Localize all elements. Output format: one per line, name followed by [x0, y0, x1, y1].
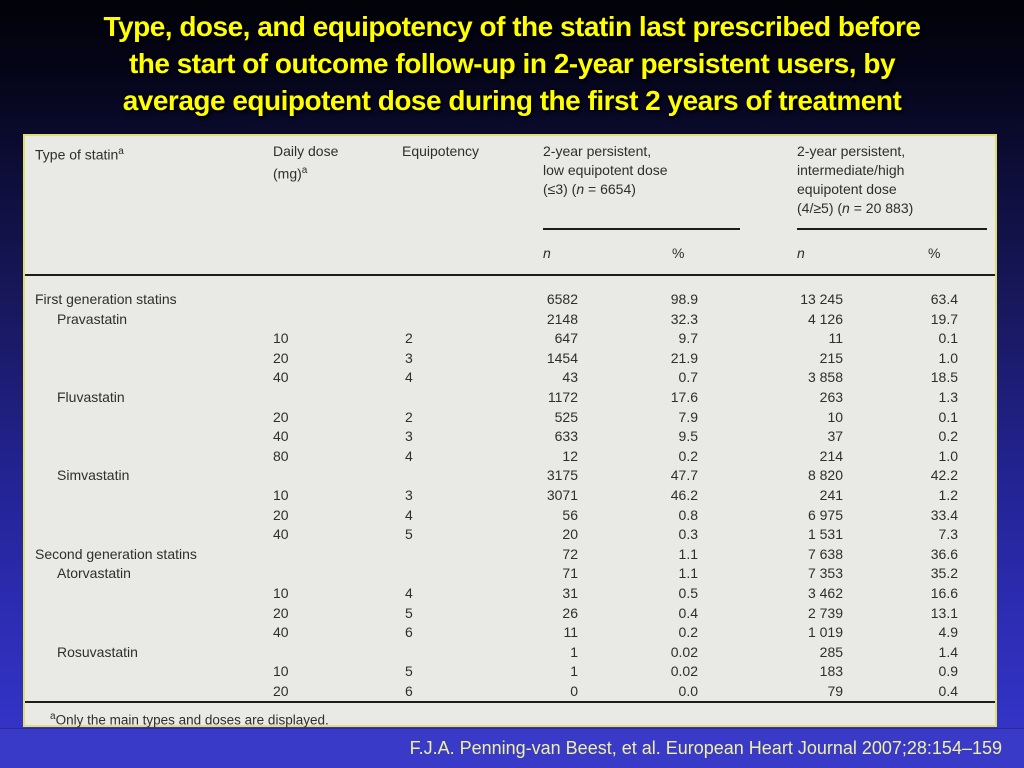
cell-spacer: [963, 564, 995, 584]
cell-statin: [25, 349, 268, 369]
cell-spacer: [703, 662, 772, 682]
cell-dose: 40: [273, 369, 289, 386]
subheader-pct-low: %: [583, 236, 703, 275]
cell-spacer: [963, 643, 995, 663]
cell-spacer: [963, 290, 995, 310]
title-line-2: the start of outcome follow-up in 2-year persistent users, by: [128, 48, 896, 79]
table-row: [25, 584, 995, 604]
cell-equipotency: [395, 290, 518, 310]
cell-pct-low: 9.5: [678, 428, 698, 445]
table-row: [25, 447, 995, 467]
cell-pct-high: 0.2: [938, 428, 959, 445]
cell-pct-low: 17.6: [670, 388, 698, 405]
cell-spacer: [703, 604, 772, 624]
cell-spacer: [703, 368, 772, 388]
cell-n-high: 10: [827, 408, 844, 425]
cell-pct-high: 35.2: [930, 565, 959, 582]
subheader-n-low: n: [518, 236, 583, 275]
cell-n-low: 72: [562, 545, 578, 562]
table-row: [25, 525, 995, 545]
cell-pct-high: 0.1: [938, 408, 959, 425]
cell-spacer: [963, 584, 995, 604]
cell-spacer: [963, 682, 995, 703]
cell-n-high: 4 126: [807, 310, 844, 327]
cell-n-high: 7 638: [807, 545, 844, 562]
cell-n-low: 71: [562, 565, 578, 582]
table-row: [25, 643, 995, 663]
cell-pct-high: 33.4: [930, 506, 959, 523]
cell-spacer: [963, 349, 995, 369]
cell-n-high: 183: [819, 663, 844, 680]
cell-spacer: [703, 564, 772, 584]
cell-dose: 10: [273, 663, 289, 680]
cell-n-low: 31: [562, 584, 578, 601]
cell-spacer: [703, 408, 772, 428]
cell-spacer: [703, 506, 772, 526]
table-row: [25, 349, 995, 369]
cell-n-low: 633: [554, 428, 578, 445]
slide-title: [0, 8, 1024, 119]
cell-spacer: [963, 408, 995, 428]
cell-spacer: [703, 643, 772, 663]
cell-dose: 40: [273, 624, 289, 641]
table-row: [25, 604, 995, 624]
cell-dose: [268, 545, 395, 565]
cell-dose: 40: [273, 428, 289, 445]
cell-pct-high: 63.4: [930, 291, 959, 307]
cell-spacer: [703, 486, 772, 506]
cell-equipotency: [395, 545, 518, 565]
table-row: [25, 486, 995, 506]
cell-n-low: 3071: [546, 486, 578, 503]
cell-equipotency: 3: [405, 349, 413, 366]
cell-n-low: 647: [554, 330, 578, 347]
cell-n-high: 263: [819, 388, 844, 405]
spacer-row: [25, 275, 995, 290]
cell-spacer: [963, 310, 995, 330]
cell-equipotency: 5: [405, 663, 413, 680]
cell-dose: 10: [273, 330, 289, 347]
cell-pct-high: 16.6: [930, 584, 959, 601]
cell-equipotency: 2: [405, 408, 413, 425]
cell-pct-high: 1.2: [938, 486, 959, 503]
cell-pct-high: 19.7: [930, 310, 959, 327]
cell-statin: First generation statins: [35, 291, 177, 307]
table-row: [25, 682, 995, 703]
cell-pct-high: 0.1: [938, 330, 959, 347]
cell-pct-high: 7.3: [938, 526, 959, 543]
cell-statin: [25, 368, 268, 388]
table-row: [25, 427, 995, 447]
cell-spacer: [703, 427, 772, 447]
cell-n-high: 215: [819, 349, 844, 366]
cell-equipotency: 4: [405, 447, 413, 464]
table-row: [25, 408, 995, 428]
cell-pct-low: 21.9: [670, 349, 698, 366]
table-row: [25, 466, 995, 486]
cell-equipotency: [395, 466, 518, 486]
cell-dose: [268, 310, 395, 330]
cell-n-low: 56: [562, 506, 578, 523]
cell-pct-low: 9.7: [678, 330, 698, 347]
cell-dose: 20: [268, 682, 395, 703]
cell-pct-high: 4.9: [938, 624, 959, 641]
cell-spacer: [963, 662, 995, 682]
cell-dose: 10: [273, 486, 289, 503]
cell-pct-low: 0.2: [678, 447, 698, 464]
cell-n-high: 7 353: [807, 565, 844, 582]
col-header-group-low-dose: 2-year persistent, low equipotent dose (≤3) (n = 6654): [543, 143, 668, 197]
cell-statin: [25, 584, 268, 604]
cell-statin: Second generation statins: [35, 545, 197, 562]
cell-spacer: [963, 388, 995, 408]
cell-spacer: [963, 427, 995, 447]
cell-pct-high: 1.3: [938, 388, 959, 405]
cell-pct-high: 1.0: [938, 349, 959, 366]
cell-n-high: 2 739: [807, 604, 844, 621]
cell-spacer: [703, 466, 772, 486]
cell-spacer: [703, 545, 772, 565]
cell-n-high: 241: [819, 486, 844, 503]
table-row: [25, 564, 995, 584]
cell-equipotency: 4: [405, 584, 413, 601]
col-header-group-intermediate-high-dose: 2-year persistent, intermediate/high equipotent dose (4/≥5) (n = 20 883): [797, 143, 914, 216]
col-header-daily-dose: Daily dose (mg)$^a$: [273, 143, 339, 182]
cell-dose: 20: [273, 408, 289, 425]
cell-equipotency: [395, 310, 518, 330]
cell-n-high: 6 975: [807, 506, 844, 523]
subheader-pct-high: %: [848, 236, 963, 275]
cell-equipotency: 5: [405, 604, 413, 621]
cell-spacer: [703, 310, 772, 330]
cell-spacer: [703, 525, 772, 545]
cell-statin: Pravastatin: [57, 310, 128, 327]
cell-pct-high: 1.4: [938, 643, 959, 660]
col-header-type-of-statin: Type of statin$^a$: [35, 146, 124, 163]
cell-statin: [25, 623, 268, 643]
table-row: [25, 290, 995, 310]
cell-spacer: [703, 349, 772, 369]
cell-pct-low: 0.0: [583, 682, 703, 703]
cell-n-low: 26: [562, 604, 578, 621]
cell-dose: 80: [273, 447, 289, 464]
group-underline-row: [25, 228, 995, 236]
group-low-underline: [543, 228, 740, 230]
cell-equipotency: 4: [405, 369, 413, 386]
cell-n-low: 11: [563, 624, 578, 641]
cell-spacer: [963, 604, 995, 624]
cell-spacer: [963, 329, 995, 349]
cell-pct-low: 46.2: [670, 486, 698, 503]
cell-spacer: [703, 329, 772, 349]
table-row: [25, 329, 995, 349]
cell-dose: 20: [273, 604, 289, 621]
cell-pct-low: 0.02: [670, 663, 698, 680]
col-header-equipotency: Equipotency: [402, 143, 480, 159]
cell-pct-low: 32.3: [670, 310, 698, 327]
cell-dose: [268, 290, 395, 310]
cell-n-high: 285: [819, 643, 844, 660]
cell-pct-low: 0.4: [678, 604, 698, 621]
cell-statin: Atorvastatin: [57, 565, 131, 582]
cell-n-high: 13 245: [800, 291, 844, 307]
cell-n-high: 1 019: [807, 624, 844, 641]
cell-statin: Rosuvastatin: [57, 643, 138, 660]
cell-pct-high: 13.1: [930, 604, 959, 621]
cell-equipotency: 4: [405, 506, 413, 523]
cell-pct-low: 0.5: [678, 584, 698, 601]
cell-n-high: 3 858: [807, 369, 844, 386]
cell-dose: 20: [273, 349, 289, 366]
cell-spacer: [963, 447, 995, 467]
cell-spacer: [963, 545, 995, 565]
statin-table: [25, 136, 995, 703]
cell-dose: [268, 643, 395, 663]
cell-n-low: 0: [518, 682, 583, 703]
cell-n-low: 43: [562, 369, 578, 386]
cell-statin: [25, 525, 268, 545]
cell-pct-high: 1.0: [938, 447, 959, 464]
cell-dose: 10: [273, 584, 289, 601]
cell-equipotency: [395, 564, 518, 584]
cell-equipotency: 6: [405, 624, 413, 641]
cell-n-low: 2148: [546, 310, 578, 327]
cell-spacer: [703, 623, 772, 643]
cell-equipotency: 6: [395, 682, 518, 703]
subheader-n-high: n: [772, 236, 848, 275]
cell-spacer: [963, 368, 995, 388]
cell-spacer: [963, 623, 995, 643]
cell-spacer: [703, 447, 772, 467]
cell-spacer: [963, 486, 995, 506]
cell-statin: [25, 682, 268, 703]
cell-spacer: [703, 388, 772, 408]
statin-table-panel: [23, 134, 997, 727]
cell-pct-high: 0.4: [848, 682, 963, 703]
cell-equipotency: [395, 643, 518, 663]
table-row: [25, 388, 995, 408]
cell-pct-low: 47.7: [670, 467, 698, 484]
cell-statin: Simvastatin: [57, 467, 130, 484]
cell-equipotency: 2: [405, 330, 413, 347]
cell-spacer: [963, 466, 995, 486]
cell-dose: [268, 466, 395, 486]
cell-pct-high: 18.5: [930, 369, 959, 386]
cell-pct-low: 0.7: [678, 369, 698, 386]
cell-equipotency: [395, 388, 518, 408]
cell-equipotency: 3: [405, 486, 413, 503]
cell-statin: [25, 662, 268, 682]
table-row: [25, 623, 995, 643]
cell-pct-low: 98.9: [670, 291, 698, 307]
table-row: [25, 662, 995, 682]
cell-spacer: [963, 506, 995, 526]
cell-pct-low: 0.02: [670, 643, 698, 660]
cell-pct-high: 42.2: [930, 467, 959, 484]
cell-statin: [25, 604, 268, 624]
cell-n-high: 214: [819, 447, 844, 464]
cell-statin: Fluvastatin: [57, 388, 125, 405]
cell-n-high: 8 820: [807, 467, 844, 484]
cell-n-low: 3175: [546, 467, 578, 484]
cell-n-high: 11: [828, 330, 844, 347]
cell-n-high: 37: [827, 428, 844, 445]
cell-dose: 20: [273, 506, 289, 523]
cell-n-low: 1172: [547, 388, 578, 405]
cell-statin: [25, 506, 268, 526]
cell-equipotency: 5: [405, 526, 413, 543]
cell-statin: [25, 408, 268, 428]
cell-statin: [25, 447, 268, 467]
table-row: [25, 310, 995, 330]
cell-statin: [25, 486, 268, 506]
cell-statin: [25, 427, 268, 447]
table-row: [25, 368, 995, 388]
cell-spacer: [703, 290, 772, 310]
cell-pct-low: 0.2: [678, 624, 698, 641]
group-high-underline: [797, 228, 987, 230]
cell-dose: [268, 388, 395, 408]
table-header-row: [25, 136, 995, 228]
cell-spacer: [703, 584, 772, 604]
cell-n-low: 6582: [546, 291, 578, 307]
cell-dose: 40: [273, 526, 289, 543]
cell-pct-low: 0.8: [678, 506, 698, 523]
title-line-1: Type, dose, and equipotency of the statin last prescribed before: [103, 11, 921, 42]
cell-pct-high: 0.9: [938, 663, 959, 680]
cell-pct-low: 7.9: [678, 408, 698, 425]
cell-dose: [268, 564, 395, 584]
cell-n-high: 1 531: [807, 526, 844, 543]
cell-n-high: 79: [772, 682, 848, 703]
cell-n-low: 20: [562, 526, 578, 543]
table-row: [25, 506, 995, 526]
cell-n-low: 1454: [546, 349, 578, 366]
citation-text: F.J.A. Penning-van Beest, et al. European Heart Journal 2007;28:154–159: [409, 738, 1002, 758]
cell-pct-low: 1.1: [678, 565, 698, 582]
cell-pct-low: 0.3: [678, 526, 698, 543]
cell-equipotency: 3: [405, 428, 413, 445]
cell-spacer: [963, 525, 995, 545]
cell-n-low: 1: [570, 643, 578, 660]
cell-n-low: 525: [554, 408, 578, 425]
cell-pct-low: 1.1: [678, 545, 698, 562]
cell-n-high: 3 462: [807, 584, 844, 601]
title-line-3: average equipotent dose during the first 2 years of treatment: [122, 85, 902, 116]
cell-n-low: 1: [570, 663, 578, 680]
citation-band: [0, 728, 1024, 768]
table-footnote: $^a$Only the main types and doses are displayed.: [50, 711, 329, 728]
cell-statin: [25, 329, 268, 349]
cell-n-low: 12: [562, 447, 578, 464]
cell-spacer: [703, 682, 772, 703]
table-body: [25, 290, 995, 702]
subheader-row: [25, 236, 995, 275]
cell-pct-high: 36.6: [930, 545, 959, 562]
table-row: [25, 545, 995, 565]
